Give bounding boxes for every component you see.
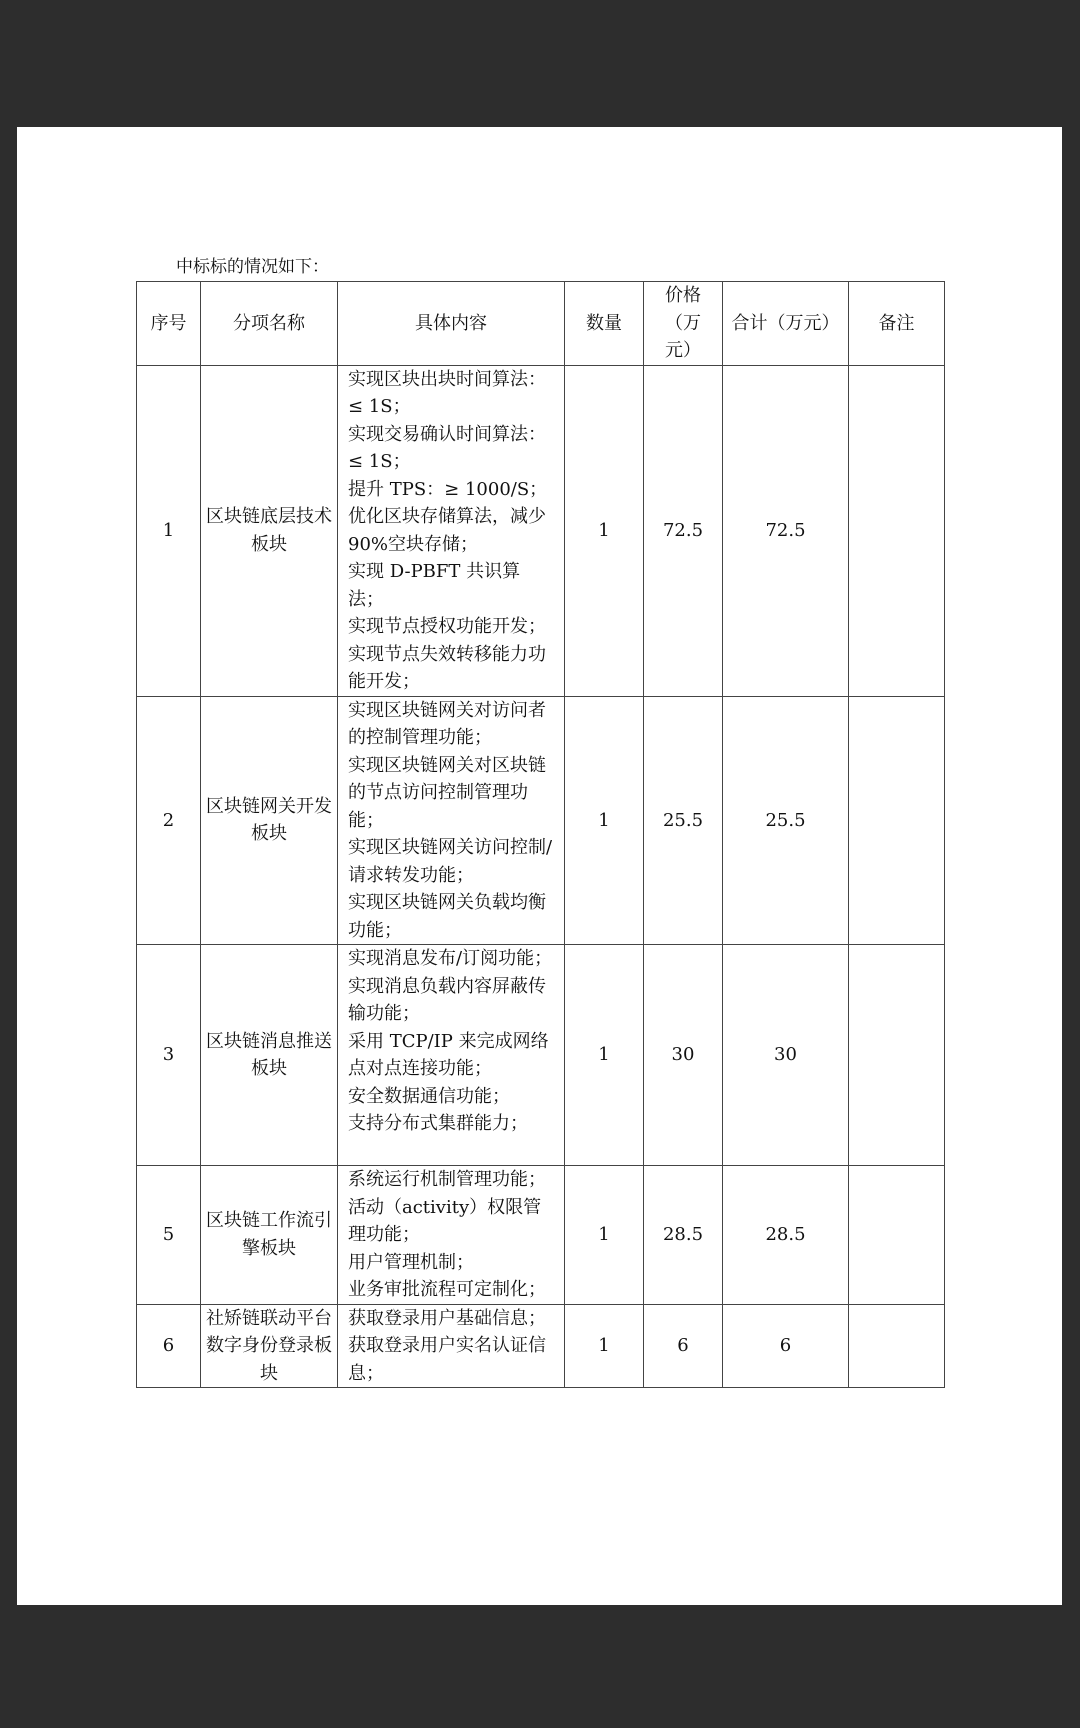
- table-row: [137, 1304, 945, 1388]
- cell-content: [338, 945, 565, 1166]
- cell-total: 28.5: [723, 1166, 849, 1305]
- cell-remark: [849, 1304, 945, 1388]
- cell-quantity: 1: [565, 365, 644, 696]
- cell-index: 1: [137, 365, 201, 696]
- cell-name: 区块链网关开发板块: [201, 696, 338, 945]
- content-line: 实现消息负载内容屏蔽传输功能；: [348, 975, 546, 1024]
- header-quantity: 数量: [565, 282, 644, 366]
- content-line: 用户管理机制；: [348, 1251, 474, 1273]
- content-line: 优化区块存储算法，减少90%空块存储；: [348, 506, 546, 555]
- header-index: 序号: [137, 282, 201, 366]
- cell-index: 6: [137, 1304, 201, 1388]
- content-line: 支持分布式集群能力；: [348, 1113, 528, 1134]
- content-line: 业务审批流程可定制化；: [348, 1279, 546, 1300]
- cell-quantity: 1: [565, 1166, 644, 1305]
- table-row: [137, 945, 945, 1166]
- cell-content: [338, 1166, 565, 1305]
- document-page: [17, 127, 1062, 1605]
- cell-name: 区块链消息推送板块: [201, 945, 338, 1166]
- cell-price: 25.5: [644, 696, 723, 945]
- award-table: [136, 281, 945, 1388]
- intro-text: 中标标的情况如下：: [176, 257, 329, 277]
- cell-name: 区块链工作流引擎板块: [201, 1166, 338, 1305]
- content-line: 实现交易确认时间算法：≤ 1S；: [348, 423, 546, 472]
- cell-index: 2: [137, 696, 201, 945]
- cell-price: 30: [644, 945, 723, 1166]
- content-line: 实现 D-PBFT 共识算法；: [348, 561, 521, 610]
- header-price: 价格（万元）: [644, 282, 723, 366]
- content-line: 提升 TPS：≥ 1000/S；: [348, 478, 548, 500]
- cell-remark: [849, 696, 945, 945]
- cell-total: 72.5: [723, 365, 849, 696]
- cell-quantity: 1: [565, 696, 644, 945]
- cell-total: 30: [723, 945, 849, 1166]
- content-line: 采用 TCP/IP 来完成网络点对点连接功能；: [348, 1030, 549, 1079]
- content-line: 实现区块链网关对访问者的控制管理功能；: [348, 699, 546, 748]
- cell-quantity: 1: [565, 945, 644, 1166]
- cell-content: [338, 696, 565, 945]
- cell-content: [338, 365, 565, 696]
- content-line: 实现节点授权功能开发；: [348, 616, 546, 637]
- content-line: 获取登录用户基础信息；: [348, 1307, 546, 1329]
- table-row: [137, 1166, 945, 1305]
- cell-remark: [849, 945, 945, 1166]
- header-content: 具体内容: [338, 282, 565, 366]
- content-line: 实现区块链网关访问控制/请求转发功能；: [348, 837, 553, 886]
- cell-index: 3: [137, 945, 201, 1166]
- content-line: 实现区块出块时间算法：≤ 1S；: [348, 368, 546, 417]
- cell-price: 72.5: [644, 365, 723, 696]
- content-line: 实现区块链网关对区块链的节点访问控制管理功能；: [348, 754, 546, 831]
- cell-total: 6: [723, 1304, 849, 1388]
- cell-name: 社矫链联动平台数字身份登录板块: [201, 1304, 338, 1388]
- header-row: [137, 282, 945, 366]
- content-line: 活动（activity）权限管理功能；: [348, 1196, 542, 1245]
- cell-content: [338, 1304, 565, 1388]
- content-line: 实现区块链网关负载均衡功能；: [348, 892, 546, 941]
- content-line: 获取登录用户实名认证信息；: [348, 1335, 546, 1384]
- content-line: 实现消息发布/订阅功能；: [348, 948, 553, 969]
- header-total: 合计（万元）: [723, 282, 849, 366]
- table-row: [137, 365, 945, 696]
- cell-price: 6: [644, 1304, 723, 1388]
- cell-remark: [849, 1166, 945, 1305]
- cell-remark: [849, 365, 945, 696]
- content-line: 实现节点失效转移能力功能开发；: [348, 643, 546, 692]
- cell-name: 区块链底层技术板块: [201, 365, 338, 696]
- cell-quantity: 1: [565, 1304, 644, 1388]
- header-remark: 备注: [849, 282, 945, 366]
- header-name: 分项名称: [201, 282, 338, 366]
- cell-price: 28.5: [644, 1166, 723, 1305]
- cell-total: 25.5: [723, 696, 849, 945]
- table-row: [137, 696, 945, 945]
- content-line: 安全数据通信功能；: [348, 1085, 510, 1107]
- cell-index: 5: [137, 1166, 201, 1305]
- content-line: 系统运行机制管理功能；: [348, 1169, 546, 1190]
